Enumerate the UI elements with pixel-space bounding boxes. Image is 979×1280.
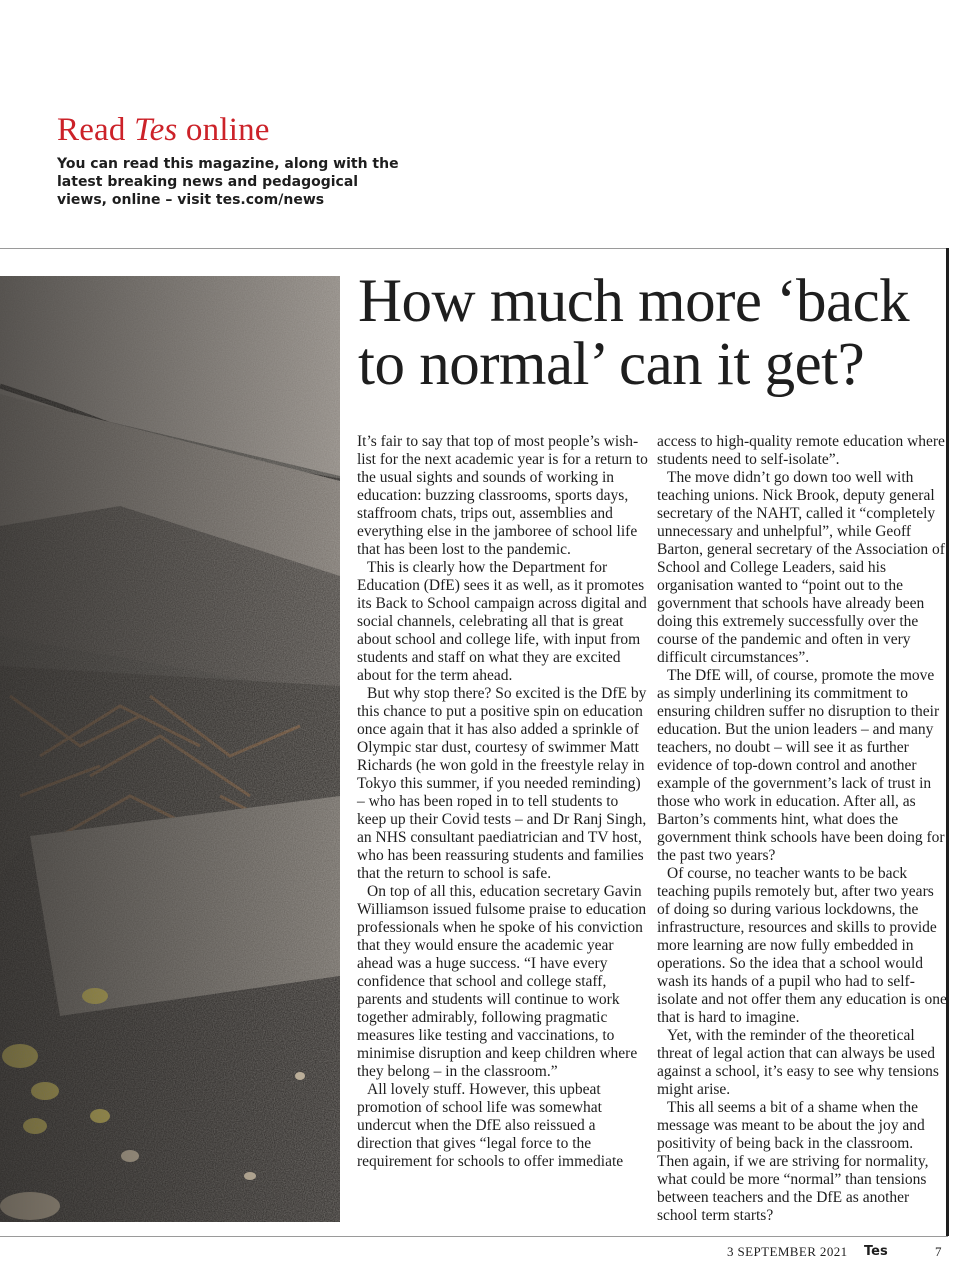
pavement-photo-icon	[0, 276, 340, 1222]
promo-heading-prefix: Read	[57, 112, 135, 148]
article-paragraph: It’s fair to say that top of most people’s wish-list for the next academic year is for a return to the usual sights and sounds of working in education: buzzing classrooms, sports days, staffroom chats, trips out, assemblies and everything else in the jamboree of school life that has been lost to the pandemic.	[357, 433, 648, 558]
promo-heading-suffix: online	[177, 112, 270, 148]
promo-heading-brand: Tes	[134, 112, 178, 148]
article-paragraph: But why stop there? So excited is the DfE by this chance to put a positive spin on education once again that it has also added a sprinkle of Olympic star dust, courtesy of swimmer Matt Richards (he won gold in the freestyle relay in Tokyo this summer, if you needed reminding) – who has been roped in to tell students to keep up their Covid tests – and Dr Ranj Singh, an NHS consultant paediatrician and TV host, who has been reassuring students and families that the return to school is safe.	[357, 685, 647, 882]
article-paragraph: On top of all this, education secretary Gavin Williamson issued fulsome praise to education professionals when he spoke of his conviction that they would ensure the academic year ahead was a huge success. “I have every confidence that school and college staff, parents and students will continue to work together admirably, following pragmatic measures like testing and vaccinations, to minimise disruption and keep children where they belong – in the classroom.”	[357, 883, 647, 1080]
article-column-right	[657, 433, 947, 1225]
pavement-photo	[0, 276, 340, 1222]
page-number: 7	[935, 1244, 942, 1259]
article-paragraph: Of course, no teacher wants to be back teaching pupils remotely but, after two years of doing so during various lockdowns, the infrastructure, resources and skills to provide more learning are now fully embedded in operations. So the idea that a school would wash its hands of a pupil who had to self-isolate and not offer them any education is one that is hard to imagine.	[657, 865, 947, 1026]
article-column-left	[357, 433, 649, 1171]
footer-brand: Tes	[864, 1244, 888, 1259]
promo-heading	[57, 112, 270, 149]
article-paragraph: This all seems a bit of a shame when the message was meant to be about the joy and positivity of being back in the classroom. Then again, if we are striving for normality, what could be more “normal” than tensions between teachers and the DfE as another school term starts?	[657, 1099, 929, 1224]
article-paragraph: The move didn’t go down too well with teaching unions. Nick Brook, deputy general secretary of the NAHT, called it “completely unnecessary and unhelpful”, while Geoff Barton, general secretary of the Association of School and College Leaders, said his organisation wanted to “point out to the government that schools have already been doing this extremely successfully over the course of the pandemic and often in very difficult circumstances”.	[657, 469, 945, 666]
article-paragraph: access to high-quality remote education where students need to self-isolate”.	[657, 433, 945, 468]
article-paragraph: Yet, with the reminder of the theoretical threat of legal action that can always be used against a school, it’s easy to see why tensions might arise.	[657, 1027, 939, 1098]
article-headline: How much more ‘back to normal’ can it get?	[358, 268, 910, 398]
footer-date: 3 SEPTEMBER 2021	[727, 1244, 848, 1259]
promo-text: You can read this magazine, along with the latest breaking news and pedagogical views, online – visit tes.com/news	[57, 156, 399, 208]
top-divider	[0, 248, 948, 249]
article-paragraph: The DfE will, of course, promote the move as simply underlining its commitment to ensuring children suffer no disruption to their education. But the union leaders – and many teachers, no doubt – will see it as further evidence of top-down control and another example of the government’s lack of trust in those who work in education. After all, as Barton’s comments hint, what does the government think schools have been doing for the past two years?	[657, 667, 945, 864]
bottom-divider	[0, 1236, 948, 1237]
article-paragraph: This is clearly how the Department for Education (DfE) sees it as well, as it promotes its Back to School campaign across digital and social channels, celebrating all that is great about school and college life, with input from students and staff on what they are excited about for the term ahead.	[357, 559, 647, 684]
article-paragraph: All lovely stuff. However, this upbeat promotion of school life was somewhat undercut when the DfE also reissued a direction that gives “legal force to the requirement for schools to offer immediate	[357, 1081, 624, 1170]
